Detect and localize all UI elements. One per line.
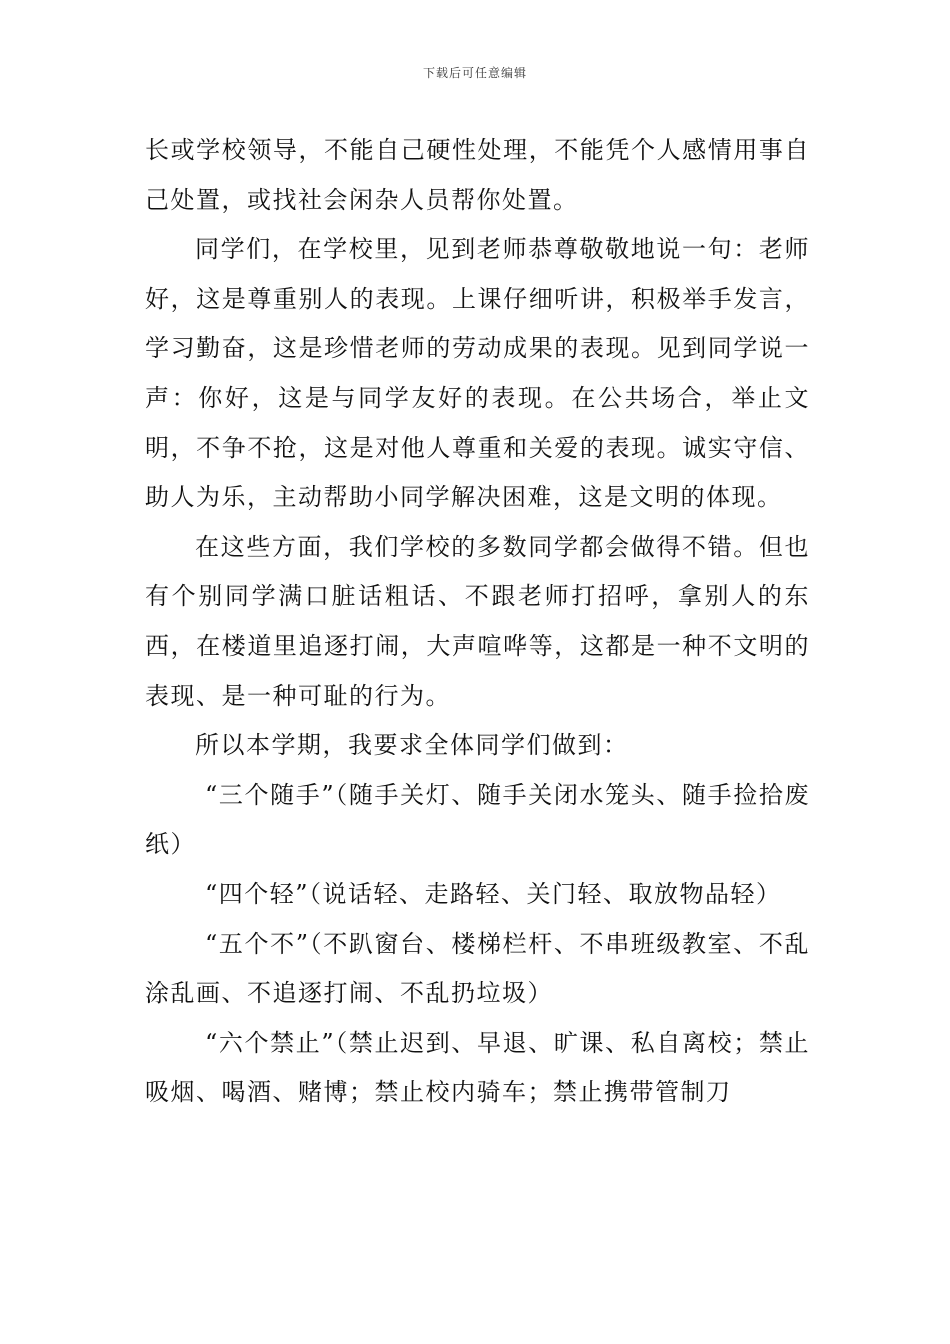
paragraph-requirements-intro: 所以本学期，我要求全体同学们做到： [195, 731, 629, 760]
paragraph-rule-five: “五个不”（不趴窗台、楼梯栏杆、不串班级教室、不乱涂乱画、不追逐打闹、不乱扔垃圾） [145, 929, 810, 1008]
document-body [145, 126, 810, 1118]
paragraph-rule-four: “四个轻”（说话轻、走路轻、关门轻、取放物品轻） [205, 879, 782, 908]
paragraph-continuation: 长或学校领导，不能自己硬性处理，不能凭个人感情用事自己处置，或找社会闲杂人员帮你处置。 [145, 136, 810, 214]
paragraph-rule-three: “三个随手”（随手关灯、随手关闭水笼头、随手捡拾废纸） [145, 780, 810, 859]
paragraph-behavior: 在这些方面，我们学校的多数同学都会做得不错。但也有个别同学满口脏话粗话、不跟老师打招呼，拿别人的东西，在楼道里追逐打闹，大声喧哗等，这都是一种不文明的表现、是一种可耻的行为。 [145, 532, 810, 710]
paragraph-rule-six: “六个禁止”（禁止迟到、早退、旷课、私自离校；禁止吸烟、喝酒、赌博；禁止校内骑车；禁止携带管制刀 [145, 1028, 810, 1107]
paragraph-courtesy: 同学们，在学校里，见到老师恭尊敬敬地说一句：老师好，这是尊重别人的表现。上课仔细听讲，积极举手发言，学习勤奋，这是珍惜老师的劳动成果的表现。见到同学说一声：你好，这是与同学友好的表现。在公共场合，举止文明，不争不抢，这是对他人尊重和关爱的表现。诚实守信、助人为乐，主动帮助小同学解决困难，这是文明的体现。 [145, 235, 810, 512]
page-header-note: 下载后可任意编辑 [422, 66, 527, 80]
